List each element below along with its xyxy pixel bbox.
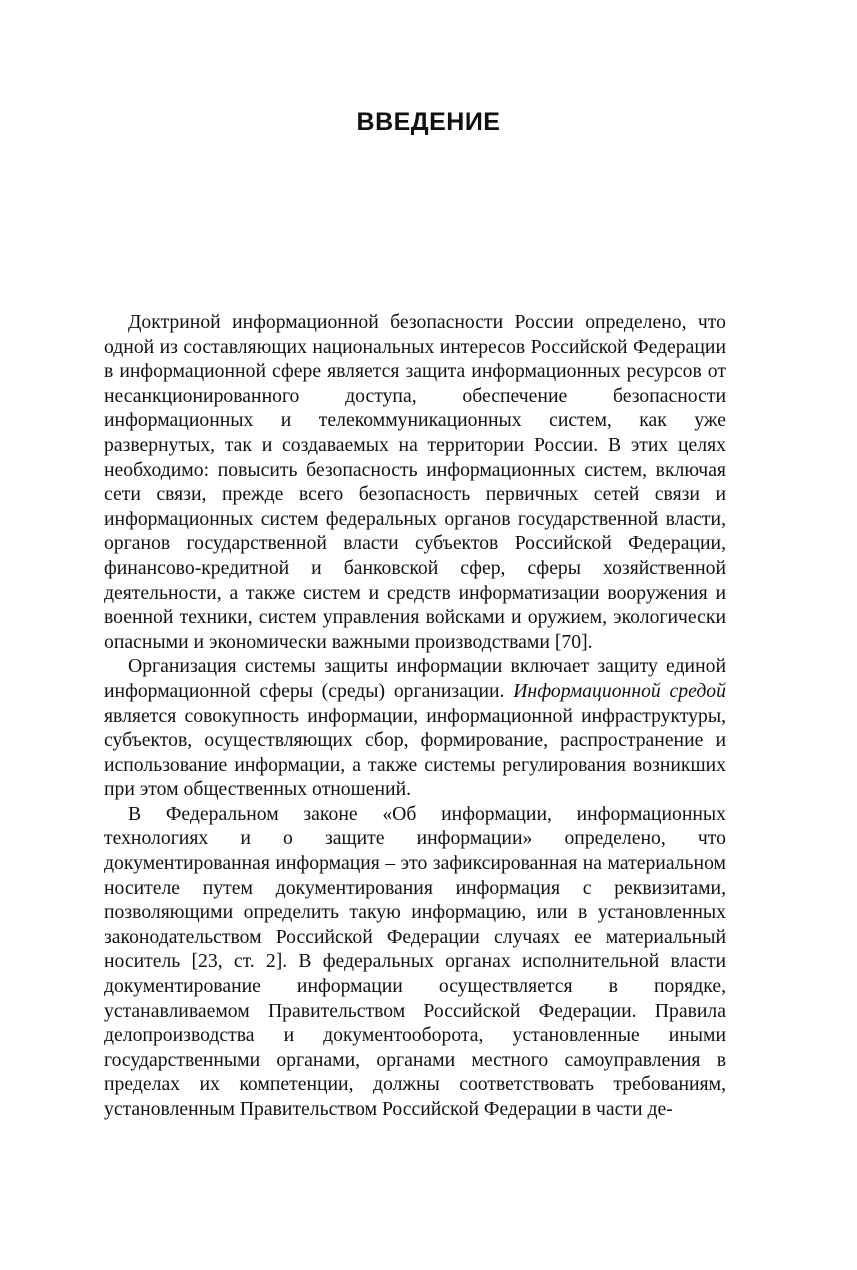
paragraph-text-after: является совокупность информации, информационной инфраструктуры, субъектов, осуществляющих сбор, формирование, распространение и использование информации, а также системы регулирования возникших при этом общественных отношений. bbox=[104, 704, 726, 801]
paragraph-federal-law: В Федеральном законе «Об информации, информационных технологиях и о защите информации» определено, что документированная информация – это зафиксированная на материальном носителе путем документирования информация с реквизитами, позволяющими определить такую информацию, или в установленных законодательством Российской Федерации случаях ее материальный носитель [23, ст. 2]. В федеральных органах исполнительной власти документирование информации осуществляется в порядке, устанавливаемом Правительством Российской Федерации. Правила делопроизводства и документооборота, установленные иными государственными органами, органами местного самоуправления в пределах их компетенции, должны соответствовать требованиям, установленным Правительством Российской Федерации в части де- bbox=[104, 802, 726, 1120]
page-title: ВВЕДЕНИЕ bbox=[356, 108, 501, 136]
paragraph-text-before: Организация системы защиты информации включает защиту единой информационной сферы (среды) организации. bbox=[104, 655, 726, 702]
paragraph-doctrine: Доктриной информационной безопасности России определено, что одной из составляющих национальных интересов Российской Федерации в информационной сфере является защита информационных ресурсов от несанкционированного доступа, обеспечение безопасности информационных и телекоммуникационных систем, как уже развернутых, так и создаваемых на территории России. В этих целях необходимо: повысить безопасность информационных систем, включая сети связи, прежде всего безопасность первичных сетей связи и информационных систем федеральных органов государственной власти, органов государственной власти субъектов Российской Федерации, финансово-кредитной и банковской сфер, сферы хозяйственной деятельности, а также систем и средств информатизации вооружения и военной техники, систем управления войсками и оружием, экологически опасными и экономически важными производствами [70]. bbox=[104, 311, 726, 653]
paragraph-organization bbox=[104, 654, 726, 802]
term-emphasis: Информационной средой bbox=[513, 679, 726, 702]
body-text bbox=[104, 310, 726, 1122]
